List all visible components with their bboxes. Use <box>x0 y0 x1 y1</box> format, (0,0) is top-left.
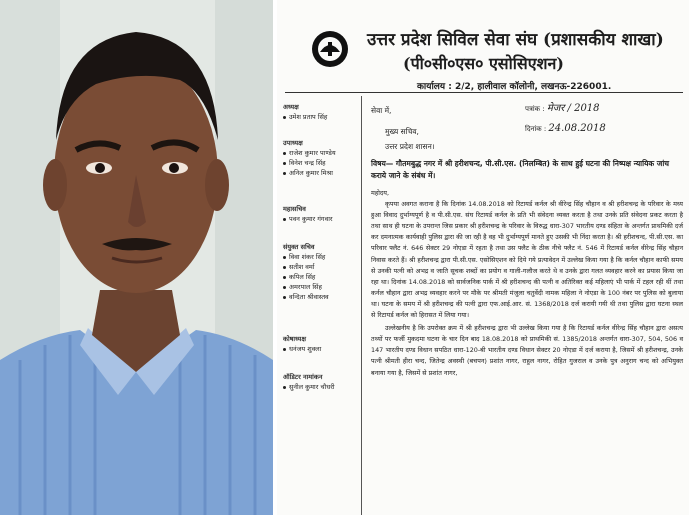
sidebar-name: वन्दिता श्रीवास्तव <box>283 292 361 302</box>
sidebar-group-auditor <box>283 372 361 392</box>
letter-document <box>277 0 689 515</box>
sidebar-name: धनंजय शुक्ला <box>283 344 361 354</box>
portrait-photo <box>0 0 273 515</box>
sidebar-name: विनेश चन्द्र सिंह <box>283 158 361 168</box>
date-label: दिनांक : <box>525 125 547 133</box>
addressee-line: मुख्य सचिव, <box>385 127 419 136</box>
sidebar-name: पवन कुमार गंगवार <box>283 214 361 224</box>
sidebar-group-vice-president <box>283 138 361 178</box>
sidebar-group-joint-secretary <box>283 242 361 302</box>
sidebar-heading: अध्यक्ष <box>283 103 299 111</box>
sidebar-heading: ऑडिटर नामांकन <box>283 373 323 381</box>
body-paragraph: कृपया अवगत कराना है कि दिनांक 14.08.2018 को रिटायर्ड कर्नल श्री वीरेन्द्र सिंह चौहान व श्री हरीशचन्द्र के परिवार के मध्य हुआ विवाद दुर्भाग्यपूर्ण है व पी.सी.एस. संघ रिटायर्ड कर्नल के प्रति भी संवेदना व्यक्त करता है तथा उनके प्रति संवेदना प्रकट करता है तथा साथ ही घटना के उपरान्त जिस प्रकार श्री हरीशचन्द्र के परिवार के विरुद्ध धारा-307 भारतीय दण्ड संहिता के अन्तर्गत प्राथमिकी दर्ज कर दमनात्मक कार्यवाही पुलिस द्वारा की जा रही है वह भी दुर्भाग्यपूर्ण मानते हुए उसकी भी निंदा करता है। श्री हरीशचन्द, पी.सी.एस. का परिवार फ्लैट नं. 646 सेक्टर 29 नोएडा में रहता है तथा उस फ्लैट के ठीक नीचे फ्लैट नं. 546 में रिटायर्ड कर्नल वीरेन्द्र सिंह चौहान निवास करते हैं। श्री हरीशचन्द्र द्वारा पी.सी.एस. एसोसिएशन को दिये गये प्रत्यावेदन में उल्लेख किया गया है कि कर्नल चौहान काफी समय से उनकी पत्नी को अभद्र व जाति सूचक शब्दों का प्रयोग व गाली-गलौज करते थे व उनके द्वारा गलत व्यवहार करने का प्रयास किया जा रहा था। दिनांक 14.08.2018 को सार्वजनिक पार्क में श्री हरीशचन्द की पत्नी व अतिरिक्त कई महिलाएं भी पार्क में टहल रही थीं तथा कर्नल चौहान द्वारा अभद्र व्यवहार करने पर मौके पर श्रीमती मंजुला चतुर्वेदी नामक महिला ने नोएडा के 100 नंबर पर पुलिस को बुलाया था। घटना के समय में श्री हरीशचन्द्र की पत्नी द्वारा एफ.आई.आर. सं. 1368/2018 दर्ज करायी गयी थी तथा पुलिस द्वारा घटना स्थल से रिटायर्ड कर्नल को हिरासत में लिया गया। <box>371 200 683 320</box>
association-emblem-icon <box>311 30 349 68</box>
sidebar-heading: संयुक्त सचिव <box>283 243 315 251</box>
portrait-illustration <box>0 0 273 515</box>
letter-body <box>371 188 683 379</box>
sidebar-name: कपिल सिंह <box>283 272 361 282</box>
reference-label: पत्रांक : <box>525 105 545 113</box>
letterhead-subtitle: (पी०सी०एस० एसोसिएशन) <box>403 54 564 73</box>
sidebar-name: विवा शंकर सिंह <box>283 252 361 262</box>
letter-subject: विषय— गौतमबुद्ध नगर में श्री हरीशचन्द, पी.सी.एस. (निलम्बित) के साथ हुई घटना की निष्पक्ष न्यायिक जांच कराये जाने के संबंध में। <box>371 159 670 180</box>
reference-number: मेजर / 2018 <box>546 103 600 114</box>
sidebar-heading: उपाध्यक्ष <box>283 139 303 147</box>
sidebar-name: सुनील कुमार चौधरी <box>283 382 361 392</box>
sidebar-name: उमेश प्रताप सिंह <box>283 112 361 122</box>
sidebar-group-president <box>283 102 361 122</box>
letter-date: 24.08.2018 <box>548 123 606 134</box>
sidebar-name: राजेश कुमार पाण्डेय <box>283 148 361 158</box>
letter-date-row <box>525 119 675 139</box>
letterhead-address: कार्यालय : 2/2, हालीवाल कॉलोनी, लखनऊ-226001. <box>417 82 612 92</box>
sidebar-heading: कोषाध्यक्ष <box>283 335 306 343</box>
sidebar-group-treasurer <box>283 334 361 354</box>
addressee-block <box>371 100 435 152</box>
office-bearers-sidebar <box>283 96 362 515</box>
sidebar-name: सतीश वर्मा <box>283 262 361 272</box>
header-divider <box>285 92 683 93</box>
reference-number-row <box>525 99 675 119</box>
letter-reference-block <box>525 99 675 139</box>
sidebar-name: अनिल कुमार मिश्रा <box>283 168 361 178</box>
sidebar-heading: महासचिव <box>283 205 306 213</box>
sidebar-group-general-secretary <box>283 204 361 224</box>
addressee-line: उत्तर प्रदेश शासन। <box>385 142 435 151</box>
letterhead-title: उत्तर प्रदेश सिविल सेवा संघ (प्रशासकीय शाखा) <box>367 30 664 50</box>
addressee-line: सेवा में, <box>371 106 392 115</box>
body-paragraph: उल्लेखनीय है कि उपरोक्त क्रम में श्री हरीशचन्द्र द्वारा भी उल्लेख किया गया है कि रिटायर्ड कर्नल वीरेन्द्र सिंह चौहान द्वारा असत्य तथ्यों पर फर्जी मुकदमा घटना के चार दिन बाद 18.08.2018 को प्राथमिकी सं. 1385/2018 अन्तर्गत धारा-307, 504, 506 व 147 भारतीय दण्ड विधान सपठित धारा-120-बी भारतीय दण्ड विधान सेक्टर 20 नोएडा में दर्ज कराया है, जिसमें श्री हरीशचन्द्र, उनके पत्नी श्रीमती हीरा चन्द, जितेन्द्र अवस्थी (बचपन) प्रशांत नागर, राहुल नागर, रोहित गुजराल व उनके पुत्र अनुराग चन्द को अभियुक्त बनाया गया है, जिसमें से प्रशांत नागर, <box>371 324 683 377</box>
sidebar-name: अमरपाल सिंह <box>283 282 361 292</box>
salutation: महोदय, <box>371 189 390 197</box>
